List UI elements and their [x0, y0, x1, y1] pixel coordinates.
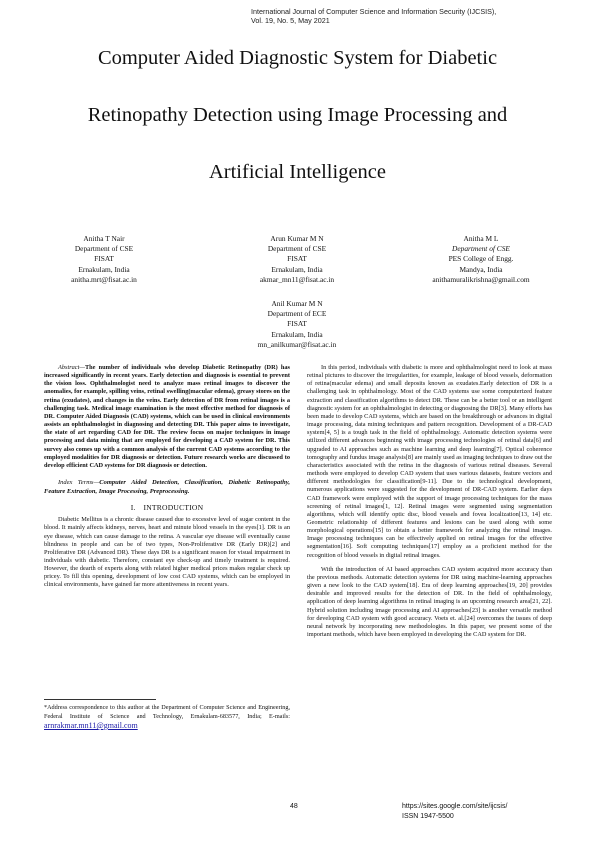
author-email[interactable]: akmar_mn11@fisat.ac.in	[259, 274, 335, 284]
site-link[interactable]: https://sites.google.com/site/ijcsis/	[402, 803, 508, 810]
abstract	[44, 364, 290, 470]
author-block-4	[222, 299, 372, 350]
journal-header	[251, 7, 551, 25]
index-terms-lead: Index Terms—	[58, 479, 100, 487]
author-city: Mandya, India	[459, 264, 503, 274]
footnote-divider	[44, 699, 156, 700]
body-paragraph-2: With the introduction of AI based approaches CAD system acquired more accuracy than the previous methods. Automatic detection systems for DR using machine-learning approaches given a new look to the CAD system[18]. Era of deep learning approaches[19, 20] provides desirable and improved results for the detection of DR. In the field of ophthalmology, application of deep learning algorithms in retinal imaging is an upcoming research area[21, 22]. Hybrid solution including image processing and AI approaches[23] is another versatile method for developing CAD system with good accuracy. Voets et. al.[24] overcomes the issues of deep neural network by incorporating new methodologies. In this paper, we present some of the important methods, which have been employed in developing the CAD system for DR.	[307, 565, 552, 638]
journal-name: International Journal of Computer Science and Information Security (IJCSIS),	[251, 7, 497, 16]
author-block-1	[44, 234, 164, 285]
paper-title	[30, 30, 565, 201]
index-terms	[44, 478, 290, 496]
author-dept: Department of CSE	[452, 244, 510, 254]
right-column	[307, 364, 552, 645]
page-number: 48	[290, 803, 298, 810]
author-block-3	[411, 234, 551, 285]
author-name: Anitha M L	[463, 234, 499, 243]
author-name: Arun Kumar M N	[270, 234, 324, 243]
author-org: FISAT	[287, 254, 307, 264]
abstract-text: The number of individuals who develop Diabetic Retinopathy (DR) has increased significantly in recent years. Early detection and diagnosis is essential to prevent the vision loss. Ophthalmologist need to analyze mass retinal images to discover the anomalies, for example, spilling veins, retinal swelling(macular edema), greasy stores on the retina (exudates), and changes in the veins. Early detection of DR from retinal images is a challenging task. Medical image examination is the most effective method for diagnosis of DR. Computer Aided Diagnosis (CAD) systems, which can be used in clinical environments assists an ophthalmologist in diagnosing and detecting DR. This paper aims to investigate, the state of art regarding CAD for DR. The review focus on major techniques in image processing and data mining that are employed for developing a CAD system for DR. This survey also comes up with a common analysis of the current CAD systems according to the employed modalities for DR diagnosis or detection. Future research works are discussed to develop efficient CAD systems for DR diagnosis or detection.	[44, 364, 290, 469]
author-email[interactable]: anithamuralikrishna@gmail.com	[432, 274, 530, 284]
author-dept: Department of CSE	[74, 244, 134, 254]
section-heading	[44, 504, 290, 512]
title-line-3: Artificial Intelligence	[208, 161, 386, 183]
journal-volume: Vol. 19, No. 5, May 2021	[251, 16, 330, 25]
title-line-2: Retinopathy Detection using Image Processing and	[87, 104, 508, 126]
section-number: I.	[130, 503, 136, 513]
footnote	[44, 703, 290, 731]
author-org: PES College of Engg.	[448, 254, 514, 264]
intro-paragraph: Diabetic Mellitus is a chronic disease caused due to excessive level of sugar content in the blood. It mainly affects kidneys, nerves, heart and minute blood vessels in the eyes[1]. DR is an eye disease, which can cause damage to the retina. A vascular eye disease will eventually cause blindness in people and can be of two types, Non-Proliferative DR (Early DR)[2] and Proliferative DR (Advanced DR). These days DR is a significant reason for visual impairment in individuals with diabetic. Therefore, constant eye check-up and timely treatment is required. However, the dearth of experts along with related higher medical prices makes regular check up pricey. To fill this opening, development of low cost CAD systems, which can be employed in clinical environments, have gained far more attentiveness in recent years.	[44, 516, 290, 589]
author-dept: Department of ECE	[267, 309, 327, 319]
author-city: Ernakulam, India	[271, 329, 323, 339]
author-org: FISAT	[287, 319, 307, 329]
footer-site	[402, 802, 507, 822]
body-paragraph-1: In this period, individuals with diabetic is more and ophthalmologist need to look at mass retinal pictures to discover the irregularities, for example, leakage of blood vessels, deformation of retina(macular edema) and small deposits known as exudates.Early detection of DR is a challenging task in ophthalmology. Most of the CAD systems use some computerized feature extraction and classification algorithms to detect DR. These can be a better tool or an intelligent diagnostic system for an ophthalmologist in detecting or diagnosing the DR[3]. Many efforts has been made to develop CAD systems, which are based on the breakthrough or advances in digital image processing, data mining techniques and pattern recognition. Development of a DR-CAD system[4, 5] is a tough task in the field of ophthalmology. Automatic detection systems were utilized different advances beginning with image processing technologies of retinal data[6] and upgraded to AI approaches such as machine learning and deep learning[7]. Optical coherence tomography and fundus image analysis[8] are mainly used as imaging techniques to draw out the characteristics associated with the retina in the diagnosis of various retinal diseases. Several methods were employed to develop CAD system that uses various datasets, feature vectors and different methodologies for classification[9-11]. Due to the technological development, numerous applications were suggested for the development of DR-CAD system. Earlier days CAD framework were employed with the support of image processing techniques for the mass screening of retinal images[1, 12]. Retinal images were segmented using segmentation algorithms, which will identify optic disc, blood vessels and fovea localization[13, 14] etc. Geometric relationship of different features and lesions can be used along with some morphological operations[15] to obtain a better framework for analyzing the retinal images. Image processing techniques can be effectively applied on retinal images for the effective segmentation[16]. Soft computing techniques[17] employ as a proficient method for the recognition of blood vessels in digital retinal images.	[307, 364, 552, 559]
author-city: Ernakulam, India	[271, 264, 323, 274]
footnote-email-link[interactable]: arnrakmar.mn11@gmail.com	[44, 721, 138, 730]
author-city: Ernakulam, India	[78, 264, 130, 274]
left-column	[44, 364, 290, 596]
title-line-1: Computer Aided Diagnostic System for Diabetic	[97, 47, 498, 69]
author-email[interactable]: mn_anilkumar@fisat.ac.in	[257, 339, 337, 349]
author-dept: Department of CSE	[267, 244, 327, 254]
index-terms-text: Computer Aided Detection, Classification, Diabetic Retinopathy, Feature Extraction, Image Processing, Preprocessing.	[44, 479, 290, 496]
author-email[interactable]: anitha.mrt@fisat.ac.in	[71, 274, 137, 284]
footnote-text: *Address correspondence to this author at the Department of Computer Science and Engineering, Federal Institute of Science and Technology, Ernakulam-683577, India; E-mails:	[44, 704, 290, 720]
author-block-2	[222, 234, 372, 285]
author-name: Anitha T Nair	[83, 234, 125, 243]
author-org: FISAT	[94, 254, 114, 264]
author-name: Anil Kumar M N	[271, 299, 323, 308]
abstract-lead: Abstract—	[58, 364, 85, 371]
issn: ISSN 1947-5500	[402, 813, 454, 820]
section-title: INTRODUCTION	[143, 503, 204, 513]
